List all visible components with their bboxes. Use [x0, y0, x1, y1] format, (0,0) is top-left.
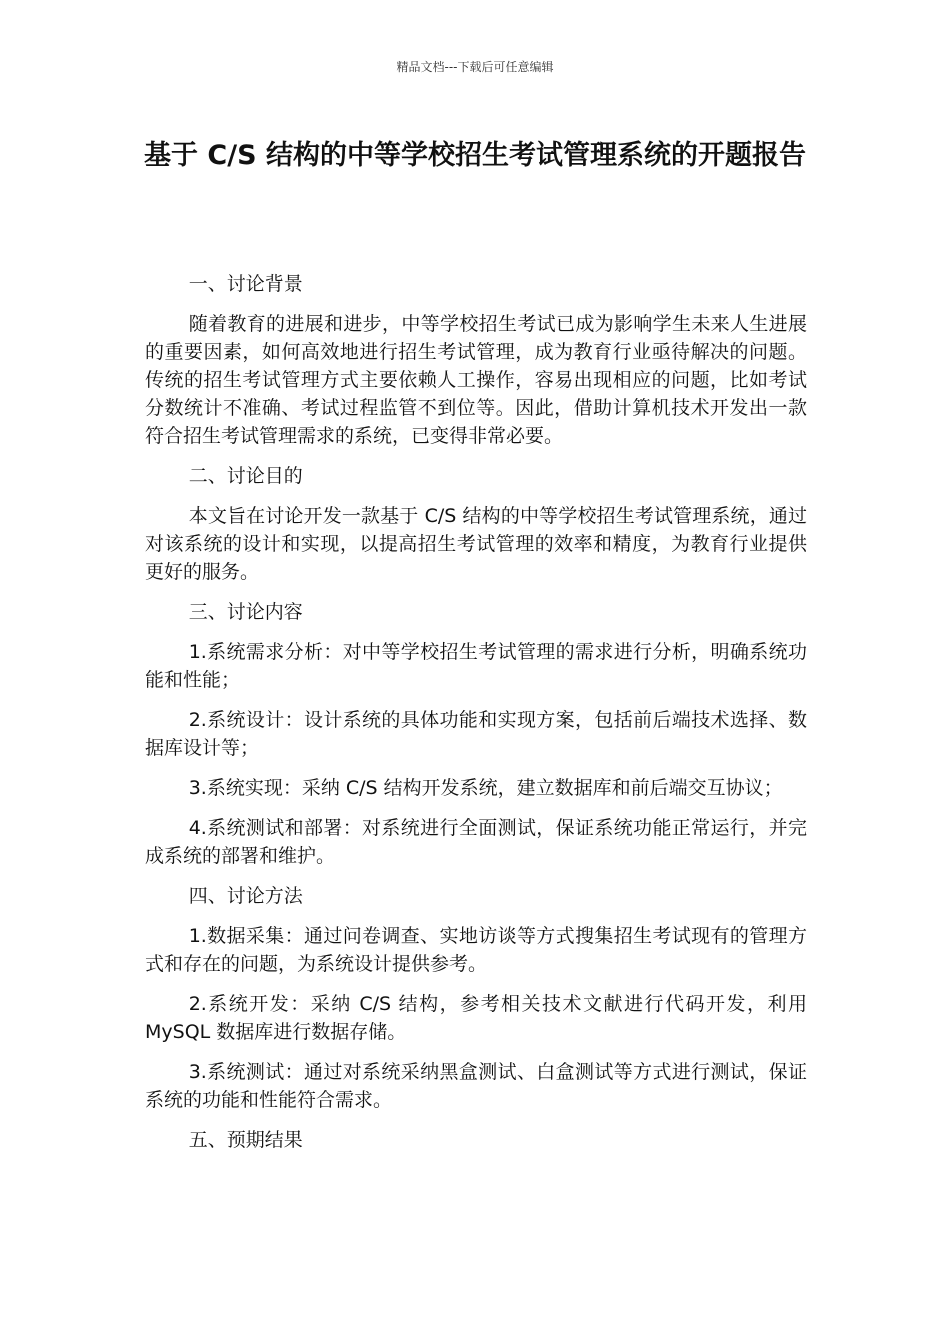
section-heading-background: 一、讨论背景: [188, 273, 303, 295]
section-heading-methods: 四、讨论方法: [188, 885, 303, 907]
section-heading-purpose: 二、讨论目的: [188, 465, 303, 487]
paragraph-background: 随着教育的进展和进步，中等学校招生考试已成为影响学生未来人生进展的重要因素，如何高效地进行招生考试管理，成为教育行业亟待解决的问题。传统的招生考试管理方式主要依赖人工操作，容易出现相应的问题，比如考试分数统计不准确、考试过程监管不到位等。因此，借助计算机技术开发出一款符合招生考试管理需求的系统，已变得非常必要。: [145, 313, 807, 447]
method-item-2: 2.系统开发：采纳 C/S 结构，参考相关技术文献进行代码开发，利用 MySQL 数据库进行数据存储。: [145, 993, 807, 1043]
paragraph-purpose: 本文旨在讨论开发一款基于 C/S 结构的中等学校招生考试管理系统，通过对该系统的设计和实现，以提高招生考试管理的效率和精度，为教育行业提供更好的服务。: [145, 505, 807, 583]
content-item-3: 3.系统实现：采纳 C/S 结构开发系统，建立数据库和前后端交互协议；: [188, 777, 783, 799]
method-item-3: 3.系统测试：通过对系统采纳黑盒测试、白盒测试等方式进行测试，保证系统的功能和性能符合需求。: [145, 1061, 807, 1111]
content-item-4: 4.系统测试和部署：对系统进行全面测试，保证系统功能正常运行，并完成系统的部署和维护。: [145, 817, 807, 867]
content-item-2: 2.系统设计：设计系统的具体功能和实现方案，包括前后端技术选择、数据库设计等；: [145, 709, 807, 759]
section-heading-content: 三、讨论内容: [188, 601, 303, 623]
document-title: 基于 C/S 结构的中等学校招生考试管理系统的开题报告: [144, 140, 806, 171]
header-note: 精品文档---下载后可任意编辑: [396, 60, 554, 74]
content-item-1: 1.系统需求分析：对中等学校招生考试管理的需求进行分析，明确系统功能和性能；: [145, 641, 807, 691]
document-body: [145, 270, 807, 1166]
section-heading-expected-results: 五、预期结果: [188, 1129, 303, 1151]
method-item-1: 1.数据采集：通过问卷调查、实地访谈等方式搜集招生考试现有的管理方式和存在的问题，为系统设计提供参考。: [145, 925, 807, 975]
